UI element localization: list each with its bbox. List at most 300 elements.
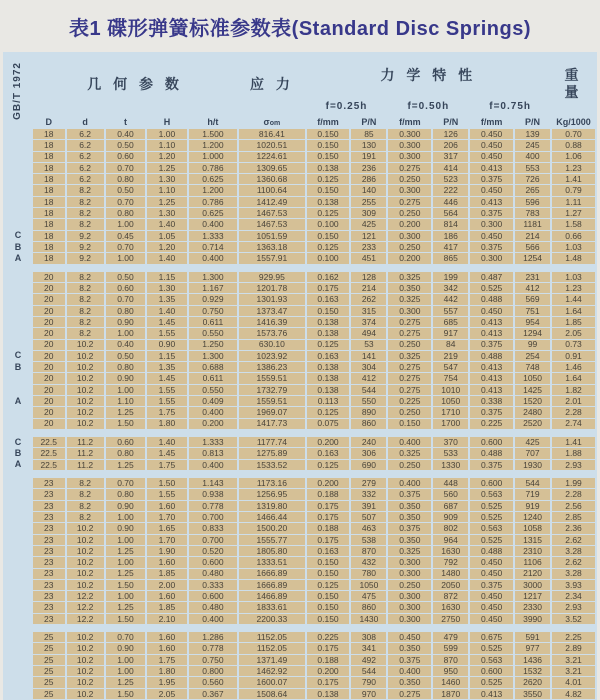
value-cell: 1.35	[147, 294, 186, 304]
value-cell: 0.450	[470, 140, 513, 150]
value-cell: 950	[433, 666, 468, 676]
value-cell: 0.225	[307, 632, 350, 642]
value-cell: 8.2	[67, 208, 104, 218]
value-cell: 0.300	[388, 129, 431, 139]
value-cell: 0.275	[388, 328, 431, 338]
value-cell: 0.400	[388, 478, 431, 488]
value-cell: 1.40	[147, 253, 186, 263]
col-header-p-025: P/N	[361, 116, 377, 127]
value-cell: 1.60	[147, 557, 186, 567]
value-cell: 1.15	[147, 272, 186, 282]
col-header-weight: Kg/1000	[556, 116, 591, 127]
value-cell: 0.70	[106, 478, 145, 488]
value-cell: 23	[33, 546, 65, 556]
value-cell: 11.2	[67, 437, 104, 447]
value-cell: 1.00	[106, 557, 145, 567]
value-cell: 0.375	[470, 460, 513, 470]
value-cell: 23	[33, 614, 65, 624]
value-cell: 412	[515, 283, 550, 293]
value-cell: 870	[433, 655, 468, 665]
value-cell: 1520	[515, 396, 550, 406]
value-cell: 0.73	[552, 340, 595, 350]
value-cell: 1.25	[106, 677, 145, 687]
value-cell: 1363.18	[239, 242, 304, 252]
value-cell: 0.325	[388, 294, 431, 304]
value-cell: 1.05	[147, 231, 186, 241]
value-cell: 0.80	[106, 174, 145, 184]
value-cell: 890	[351, 407, 386, 417]
value-cell: 10.2	[67, 557, 104, 567]
value-cell: 0.175	[307, 643, 350, 653]
value-cell: 1.90	[147, 546, 186, 556]
value-cell: 1.44	[552, 294, 595, 304]
value-cell: 0.550	[189, 385, 238, 395]
value-cell: 0.413	[470, 328, 513, 338]
value-cell: 2.28	[552, 407, 595, 417]
value-cell: 2620	[515, 677, 550, 687]
value-cell: 1.00	[106, 512, 145, 522]
value-cell: 0.188	[307, 655, 350, 665]
value-cell: 3.52	[552, 614, 595, 624]
table-row	[5, 557, 595, 567]
value-cell: 0.938	[189, 489, 238, 499]
disc-spring-table-panel	[3, 52, 597, 700]
value-cell: 262	[351, 294, 386, 304]
value-cell: 0.409	[189, 396, 238, 406]
value-cell: 707	[515, 448, 550, 458]
col-header-f-025: f/mm	[317, 116, 339, 127]
value-cell: 1.300	[189, 272, 238, 282]
value-cell: 0.250	[388, 580, 431, 590]
value-cell: 370	[433, 437, 468, 447]
deflection-025h-header: f=0.25h	[325, 100, 368, 112]
value-cell: 11.2	[67, 448, 104, 458]
table-row	[5, 362, 595, 372]
value-cell: 9.2	[67, 231, 104, 241]
value-cell: 0.525	[470, 283, 513, 293]
grade-cell	[5, 185, 31, 195]
value-cell: 0.275	[388, 373, 431, 383]
value-cell: 0.714	[189, 242, 238, 252]
value-cell: 1.00	[106, 666, 145, 676]
value-cell: 0.275	[388, 362, 431, 372]
value-cell: 6.2	[67, 129, 104, 139]
value-cell: 1.25	[106, 602, 145, 612]
value-cell: 9.2	[67, 242, 104, 252]
value-cell: 0.138	[307, 328, 350, 338]
value-cell: 8.2	[67, 283, 104, 293]
table-row	[5, 208, 595, 218]
grade-cell	[5, 140, 31, 150]
value-cell: 0.60	[106, 152, 145, 162]
value-cell: 2480	[515, 407, 550, 417]
value-cell: 414	[433, 163, 468, 173]
value-cell: 214	[351, 283, 386, 293]
value-cell: 8.2	[67, 328, 104, 338]
value-cell: 0.300	[388, 152, 431, 162]
value-cell: 10.2	[67, 340, 104, 350]
value-cell: 685	[433, 317, 468, 327]
grade-cell	[5, 643, 31, 653]
value-cell: 919	[515, 501, 550, 511]
value-cell: 0.80	[106, 362, 145, 372]
weight-group-header	[552, 53, 595, 114]
value-cell: 0.150	[307, 569, 350, 579]
value-cell: 0.450	[470, 231, 513, 241]
weight-char-1: 重	[564, 66, 583, 83]
value-cell: 0.375	[470, 208, 513, 218]
value-cell: 0.600	[470, 478, 513, 488]
grade-cell	[5, 129, 31, 139]
value-cell: 1666.89	[239, 569, 304, 579]
value-cell: 240	[351, 437, 386, 447]
value-cell: 0.367	[189, 689, 238, 699]
value-cell: 1106	[515, 557, 550, 567]
value-cell: 1732.79	[239, 385, 304, 395]
value-cell: 0.075	[307, 419, 350, 429]
value-cell: 0.300	[388, 557, 431, 567]
value-cell: 448	[433, 478, 468, 488]
value-cell: 0.550	[189, 328, 238, 338]
grade-cell	[5, 689, 31, 699]
value-cell: 0.778	[189, 643, 238, 653]
value-cell: 1152.05	[239, 632, 304, 642]
value-cell: 0.188	[307, 489, 350, 499]
value-cell: 0.88	[552, 140, 595, 150]
value-cell: 0.150	[307, 306, 350, 316]
value-cell: 1630	[433, 602, 468, 612]
value-cell: 0.200	[388, 253, 431, 263]
value-cell: 0.90	[106, 317, 145, 327]
value-cell: 1.75	[147, 655, 186, 665]
value-cell: 1330	[433, 460, 468, 470]
col-header-p-075: P/N	[525, 116, 541, 127]
table-row	[5, 448, 595, 458]
value-cell: 1417.73	[239, 419, 304, 429]
value-cell: 0.175	[307, 283, 350, 293]
table-row	[5, 655, 595, 665]
value-cell: 1.75	[147, 407, 186, 417]
value-cell: 1.300	[189, 351, 238, 361]
value-cell: 2050	[433, 580, 468, 590]
value-cell: 8.2	[67, 512, 104, 522]
value-cell: 1805.80	[239, 546, 304, 556]
table-row	[5, 152, 595, 162]
value-cell: 1480	[433, 569, 468, 579]
value-cell: 463	[351, 523, 386, 533]
value-cell: 10.2	[67, 580, 104, 590]
group-separator-row	[5, 430, 595, 436]
value-cell: 1.55	[147, 396, 186, 406]
table-row	[5, 317, 595, 327]
value-cell: 0.50	[106, 185, 145, 195]
value-cell: 726	[515, 174, 550, 184]
value-cell: 1.99	[552, 478, 595, 488]
value-cell: 0.150	[388, 419, 431, 429]
value-cell: 317	[433, 152, 468, 162]
value-cell: 18	[33, 231, 65, 241]
grade-cell	[5, 306, 31, 316]
value-cell: 8.2	[67, 272, 104, 282]
value-cell: 533	[433, 448, 468, 458]
value-cell: 99	[515, 340, 550, 350]
value-cell: 9.2	[67, 253, 104, 263]
value-cell: 1.25	[106, 569, 145, 579]
mechanical-group-header: 力 学 特 性	[380, 67, 477, 83]
value-cell: 236	[351, 163, 386, 173]
value-cell: 0.525	[470, 535, 513, 545]
table-row	[5, 253, 595, 263]
value-cell: 0.300	[388, 306, 431, 316]
value-cell: 1.200	[189, 140, 238, 150]
value-cell: 1.64	[552, 373, 595, 383]
value-cell: 0.450	[470, 614, 513, 624]
value-cell: 0.778	[189, 501, 238, 511]
value-cell: 0.400	[189, 614, 238, 624]
value-cell: 1173.16	[239, 478, 304, 488]
value-cell: 0.375	[470, 407, 513, 417]
value-cell: 1.25	[106, 460, 145, 470]
value-cell: 0.300	[388, 602, 431, 612]
value-cell: 8.2	[67, 306, 104, 316]
value-cell: 1256.95	[239, 489, 304, 499]
value-cell: 0.163	[307, 351, 350, 361]
value-cell: 1.82	[552, 385, 595, 395]
table-row	[5, 306, 595, 316]
value-cell: 2.36	[552, 523, 595, 533]
value-cell: 1240	[515, 512, 550, 522]
value-cell: 1.03	[552, 242, 595, 252]
value-cell: 141	[351, 351, 386, 361]
grade-cell	[5, 677, 31, 687]
value-cell: 199	[433, 272, 468, 282]
value-cell: 1700	[433, 419, 468, 429]
value-cell: 0.162	[307, 272, 350, 282]
value-cell: 0.90	[106, 523, 145, 533]
value-cell: 0.413	[470, 689, 513, 699]
value-cell: 0.79	[552, 185, 595, 195]
grade-cell	[5, 535, 31, 545]
value-cell: 1559.51	[239, 373, 304, 383]
value-cell: 23	[33, 580, 65, 590]
value-cell: 1557.91	[239, 253, 304, 263]
value-cell: 1.50	[106, 580, 145, 590]
value-cell: 0.150	[307, 591, 350, 601]
grade-cell	[5, 666, 31, 676]
grade-cell	[5, 523, 31, 533]
value-cell: 309	[351, 208, 386, 218]
value-cell: 0.125	[307, 407, 350, 417]
value-cell: 3.93	[552, 580, 595, 590]
value-cell: 20	[33, 351, 65, 361]
value-cell: 754	[433, 373, 468, 383]
value-cell: 18	[33, 242, 65, 252]
table-row	[5, 689, 595, 699]
value-cell: 1.23	[552, 163, 595, 173]
grade-cell	[5, 602, 31, 612]
grade-cell	[5, 219, 31, 229]
grade-cell	[5, 655, 31, 665]
value-cell: 1023.92	[239, 351, 304, 361]
grade-cell: B	[14, 448, 22, 458]
value-cell: 2.00	[147, 580, 186, 590]
value-cell: 0.563	[470, 489, 513, 499]
value-cell: 1.85	[147, 602, 186, 612]
value-cell: 1100.64	[239, 185, 304, 195]
grade-cell	[5, 294, 31, 304]
value-cell: 1.40	[147, 437, 186, 447]
value-cell: 10.2	[67, 396, 104, 406]
value-cell: 2.05	[552, 328, 595, 338]
value-cell: 1.00	[106, 219, 145, 229]
value-cell: 0.250	[388, 407, 431, 417]
value-cell: 85	[351, 129, 386, 139]
value-cell: 1870	[433, 689, 468, 699]
value-cell: 0.138	[307, 373, 350, 383]
grade-cell	[5, 489, 31, 499]
value-cell: 2.05	[147, 689, 186, 699]
value-cell: 569	[515, 294, 550, 304]
value-cell: 1412.49	[239, 197, 304, 207]
value-cell: 0.413	[470, 197, 513, 207]
value-cell: 0.480	[189, 602, 238, 612]
stress-group-header: 应 力	[249, 75, 294, 92]
value-cell: 954	[515, 317, 550, 327]
value-cell: 2.89	[552, 643, 595, 653]
value-cell: 0.833	[189, 523, 238, 533]
value-cell: 0.929	[189, 294, 238, 304]
value-cell: 0.325	[388, 448, 431, 458]
value-cell: 2.93	[552, 602, 595, 612]
value-cell: 2.56	[552, 501, 595, 511]
value-cell: 20	[33, 340, 65, 350]
table-row	[5, 351, 595, 361]
value-cell: 20	[33, 328, 65, 338]
value-cell: 0.300	[388, 591, 431, 601]
value-cell: 1315	[515, 535, 550, 545]
value-cell: 0.175	[307, 677, 350, 687]
value-cell: 1.50	[106, 419, 145, 429]
value-cell: 332	[351, 489, 386, 499]
value-cell: 446	[433, 197, 468, 207]
value-cell: 1181	[515, 219, 550, 229]
value-cell: 0.525	[470, 643, 513, 653]
value-cell: 1224.61	[239, 152, 304, 162]
value-cell: 4.82	[552, 689, 595, 699]
value-cell: 0.400	[388, 666, 431, 676]
grade-cell	[5, 501, 31, 511]
value-cell: 3000	[515, 580, 550, 590]
value-cell: 1.286	[189, 632, 238, 642]
value-cell: 0.138	[307, 385, 350, 395]
value-cell: 2.28	[552, 489, 595, 499]
value-cell: 544	[351, 666, 386, 676]
value-cell: 0.188	[307, 523, 350, 533]
value-cell: 1.25	[147, 197, 186, 207]
value-cell: 0.375	[388, 655, 431, 665]
value-cell: 0.350	[388, 677, 431, 687]
value-cell: 22.5	[33, 448, 65, 458]
value-cell: 538	[351, 535, 386, 545]
value-cell: 0.225	[388, 396, 431, 406]
table-row	[5, 272, 595, 282]
value-cell: 1373.47	[239, 306, 304, 316]
value-cell: 10.2	[67, 385, 104, 395]
value-cell: 0.563	[470, 655, 513, 665]
value-cell: 544	[515, 478, 550, 488]
value-cell: 1.000	[189, 152, 238, 162]
value-cell: 0.163	[307, 294, 350, 304]
value-cell: 1460	[433, 677, 468, 687]
value-cell: 0.525	[470, 512, 513, 522]
table-row	[5, 523, 595, 533]
value-cell: 425	[351, 219, 386, 229]
deflection-075h-header: f=0.75h	[489, 100, 531, 112]
value-cell: 0.200	[307, 478, 350, 488]
value-cell: 23	[33, 602, 65, 612]
value-cell: 0.350	[388, 512, 431, 522]
value-cell: 1.70	[147, 512, 186, 522]
value-cell: 342	[433, 283, 468, 293]
value-cell: 23	[33, 535, 65, 545]
value-cell: 0.786	[189, 197, 238, 207]
value-cell: 1.333	[189, 231, 238, 241]
value-cell: 10.2	[67, 362, 104, 372]
col-header-D: D	[45, 116, 52, 127]
value-cell: 1.500	[189, 129, 238, 139]
value-cell: 1.46	[552, 362, 595, 372]
value-cell: 1466.44	[239, 512, 304, 522]
value-cell: 265	[515, 185, 550, 195]
value-cell: 2.62	[552, 535, 595, 545]
value-cell: 1.88	[552, 448, 595, 458]
value-cell: 3990	[515, 614, 550, 624]
value-cell: 231	[515, 272, 550, 282]
value-cell: 792	[433, 557, 468, 567]
value-cell: 0.70	[106, 632, 145, 642]
value-cell: 1.167	[189, 283, 238, 293]
grade-cell	[5, 385, 31, 395]
value-cell: 2120	[515, 569, 550, 579]
table-row	[5, 185, 595, 195]
value-cell: 233	[351, 242, 386, 252]
value-cell: 1.50	[106, 689, 145, 699]
table-row	[5, 437, 595, 447]
value-cell: 8.2	[67, 219, 104, 229]
value-cell: 1050	[515, 373, 550, 383]
value-cell: 0.786	[189, 163, 238, 173]
value-cell: 1294	[515, 328, 550, 338]
value-cell: 814	[433, 219, 468, 229]
value-cell: 0.675	[470, 632, 513, 642]
value-cell: 18	[33, 129, 65, 139]
value-cell: 0.163	[307, 448, 350, 458]
grade-cell: B	[14, 241, 22, 252]
value-cell: 0.275	[388, 385, 431, 395]
value-cell: 1555.77	[239, 535, 304, 545]
value-cell: 1177.74	[239, 437, 304, 447]
value-cell: 22.5	[33, 460, 65, 470]
value-cell: 0.150	[307, 185, 350, 195]
value-cell: 475	[351, 591, 386, 601]
value-cell: 802	[433, 523, 468, 533]
value-cell: 0.150	[307, 602, 350, 612]
standard-code-label: GB/T 1972	[12, 61, 24, 120]
value-cell: 0.488	[470, 546, 513, 556]
value-cell: 20	[33, 407, 65, 417]
value-cell: 11.2	[67, 460, 104, 470]
value-cell: 0.60	[106, 437, 145, 447]
